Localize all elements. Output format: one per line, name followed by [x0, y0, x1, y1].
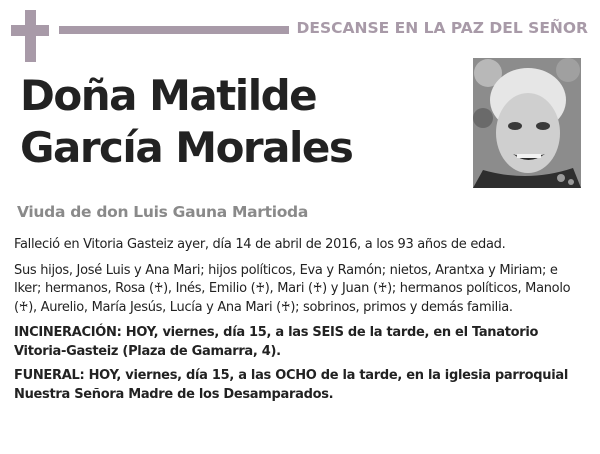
portrait-photo: [473, 58, 581, 188]
deceased-subtitle: Viuda de don Luis Gauna Martioda: [17, 203, 309, 221]
header-rule: [59, 26, 289, 34]
deceased-name-line1: Doña Matilde: [20, 71, 317, 120]
funeral-details: FUNERAL: HOY, viernes, día 15, a las OCHO de la tarde, en la iglesia parroquial Nuestra Señora Madre de los Desamparados.: [14, 368, 569, 402]
latin-cross-icon: [11, 10, 49, 62]
notice-body: [14, 236, 588, 410]
cremation-details: INCINERACIÓN: HOY, viernes, día 15, a las SEIS de la tarde, en el Tanatorio Vitoria-Gasteiz (Plaza de Gamarra, 4).: [14, 325, 539, 359]
deceased-name-line2: García Morales: [20, 123, 353, 172]
family-list: Sus hijos, José Luis y Ana Mari; hijos políticos, Eva y Ramón; nietos, Arantxa y Miriam; e Iker; hermanos, Rosa (♰), Inés, Emilio (♰), Mari (♰) y Juan (♰); hermanos políticos, Manolo (♰), Aurelio, María Jesús, Lucía y Ana Mari (♰); sobrinos, primos y demás familia.: [14, 262, 571, 315]
death-announcement: Falleció en Vitoria Gasteiz ayer, día 14 de abril de 2016, a los 93 años de edad.: [14, 237, 506, 252]
notice-heading: DESCANSE EN LA PAZ DEL SEÑOR: [296, 19, 588, 37]
deceased-name: [20, 70, 460, 174]
